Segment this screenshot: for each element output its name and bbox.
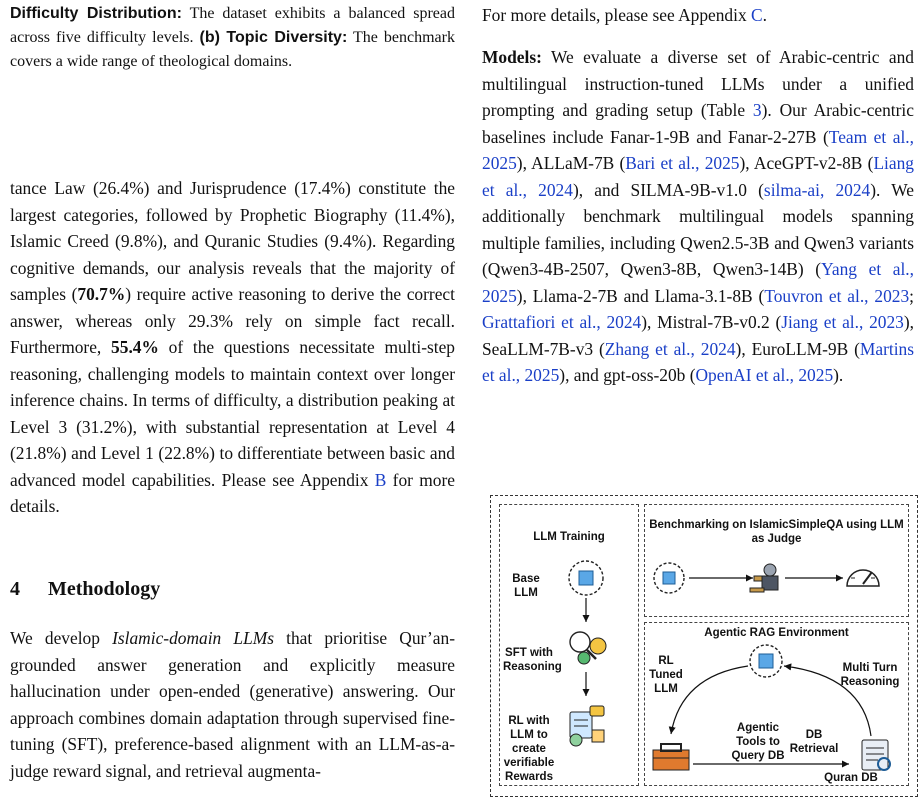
body-paragraph-methodology: We develop Islamic-domain LLMs that prioritise Qur’an-grounded answer generation and explicitly measure hallucination under open-ended (generative) answering. Our approach combines domain adaptation through supervised fine-tuning (SFT), preference-based alignment with an LLM-as-a-judge reward signal, and retrieval augmenta-	[10, 628, 455, 781]
llm-training-label: LLM Training	[533, 531, 605, 543]
multi-turn-label: Multi Turn Reasoning	[840, 662, 900, 688]
italic-text: Islamic-domain LLMs	[112, 628, 274, 648]
base-llm-brain-icon	[569, 561, 603, 595]
citation-link[interactable]: Team et al., 2025	[482, 126, 914, 173]
db-retrieval-label: DB Retrieval	[789, 729, 839, 755]
rl-label: RL with LLM to create verifiable Rewards	[503, 715, 555, 783]
judge-icon	[750, 564, 778, 592]
citation-link[interactable]: Jiang et al., 2023	[781, 312, 904, 332]
database-icon	[862, 740, 890, 770]
quran-db-label: Quran DB	[824, 772, 878, 784]
section-heading	[10, 578, 160, 601]
section-number: 4	[10, 578, 20, 600]
body-paragraph-appendix: For more details, please see Appendix C.	[482, 5, 767, 25]
citation-link[interactable]: Yang et al., 2025	[482, 259, 914, 306]
base-llm-label: Base LLM	[512, 573, 540, 599]
citation-link[interactable]: Zhang et al., 2024	[604, 338, 736, 359]
benchmark-llm-brain-icon	[654, 563, 684, 593]
figure-graphics	[491, 496, 917, 796]
citation-link[interactable]: silma-ai, 2024	[763, 179, 871, 200]
toolbox-icon	[653, 744, 689, 770]
figure-caption: Difficulty Distribution: The dataset exhibits a balanced spread across five difficulty levels. (b) Topic Diversity: The benchmark covers a wide range of theological domains.	[10, 5, 455, 70]
body-paragraph-models: Models: We evaluate a diverse set of Arabic-centric and multilingual instruction-tuned LLMs under a unified prompting and grading setup (Table 3). Our Arabic-centric baselines include Fanar-1-9B and Fanar-2-27B (Team et al., 2025), ALLaM-7B (Bari et al., 2025), AceGPT-v2-8B (Liang et al., 2024), and SILMA-9B-v1.0 (silma-ai, 2024). We additionally benchmark multilingual models spanning multiple families, including Qwen2.5-3B and Qwen3 variants (Qwen3-4B-2507, Qwen3-8B, Qwen3-14B) (Yang et al., 2025), Llama-2-7B and Llama-3.1-8B (Touvron et al., 2023; Grattafiori et al., 2024), Mistral-7B-v0.2 (Jiang et al., 2023), SeaLLM-7B-v3 (Zhang et al., 2024), EuroLLM-9B (Martins et al., 2025), and gpt-oss-20b (OpenAI et al., 2025).	[482, 47, 915, 385]
citation-link[interactable]: Martins et al., 2025	[482, 338, 914, 385]
citation-link[interactable]: Bari et al., 2025	[625, 153, 740, 173]
rag-title: Agentic RAG Environment	[704, 627, 849, 639]
citation-link[interactable]: OpenAI et al., 2025	[695, 365, 834, 385]
body-paragraph-analysis: tance Law (26.4%) and Jurisprudence (17.4%) constitute the largest categories, followed by Prophetic Biography (11.4%), Islamic Creed (9.8%), and Quranic Studies (9.4%). Regarding cognitive demands, our analysis reveals that the majority of samples (70.7%) require active reasoning to derive the correct answer, whereas only 29.3% rely on simple fact recall. Furthermore, 55.4% of the questions necessitate multi-step reasoning, challenging models to maintain context over longer inference chains. In terms of difficulty, a distribution peaking at Level 3 (31.2%), with substantial representation at Level 4 (21.8%) and Level 1 (22.8%) to differentiate between basic and advanced model capabilities. Please see Appendix B for more details.	[10, 178, 455, 516]
sft-reasoning-icon	[570, 632, 606, 664]
rl-tuned-brain-icon	[750, 645, 782, 677]
section-title: Methodology	[48, 578, 161, 600]
benchmark-title: Benchmarking on IslamicSimpleQA using LLM as Judge	[649, 519, 904, 545]
citation-link[interactable]: 3	[752, 100, 762, 120]
citation-link[interactable]: Liang et al., 2024	[482, 153, 915, 200]
rl-rewards-icon	[570, 706, 604, 746]
citation-link[interactable]: Touvron et al., 2023	[764, 285, 910, 306]
citation-link[interactable]: B	[374, 469, 387, 490]
agentic-tools-label: Agentic Tools to Query DB	[731, 722, 785, 762]
citation-link[interactable]: Grattafiori et al., 2024	[482, 312, 642, 332]
sft-label: SFT with Reasoning	[503, 647, 562, 673]
bold-text: Models:	[482, 47, 542, 67]
citation-link[interactable]: C	[751, 5, 763, 25]
speedometer-icon	[847, 570, 879, 586]
rl-tuned-label: RL Tuned LLM	[649, 655, 683, 695]
bold-text: (b) Topic Diversity:	[199, 29, 348, 46]
bold-text: 70.7%	[77, 284, 126, 304]
methodology-figure	[490, 495, 918, 797]
bold-text: 55.4%	[111, 337, 159, 357]
bold-text: Difficulty Distribution:	[10, 5, 182, 22]
